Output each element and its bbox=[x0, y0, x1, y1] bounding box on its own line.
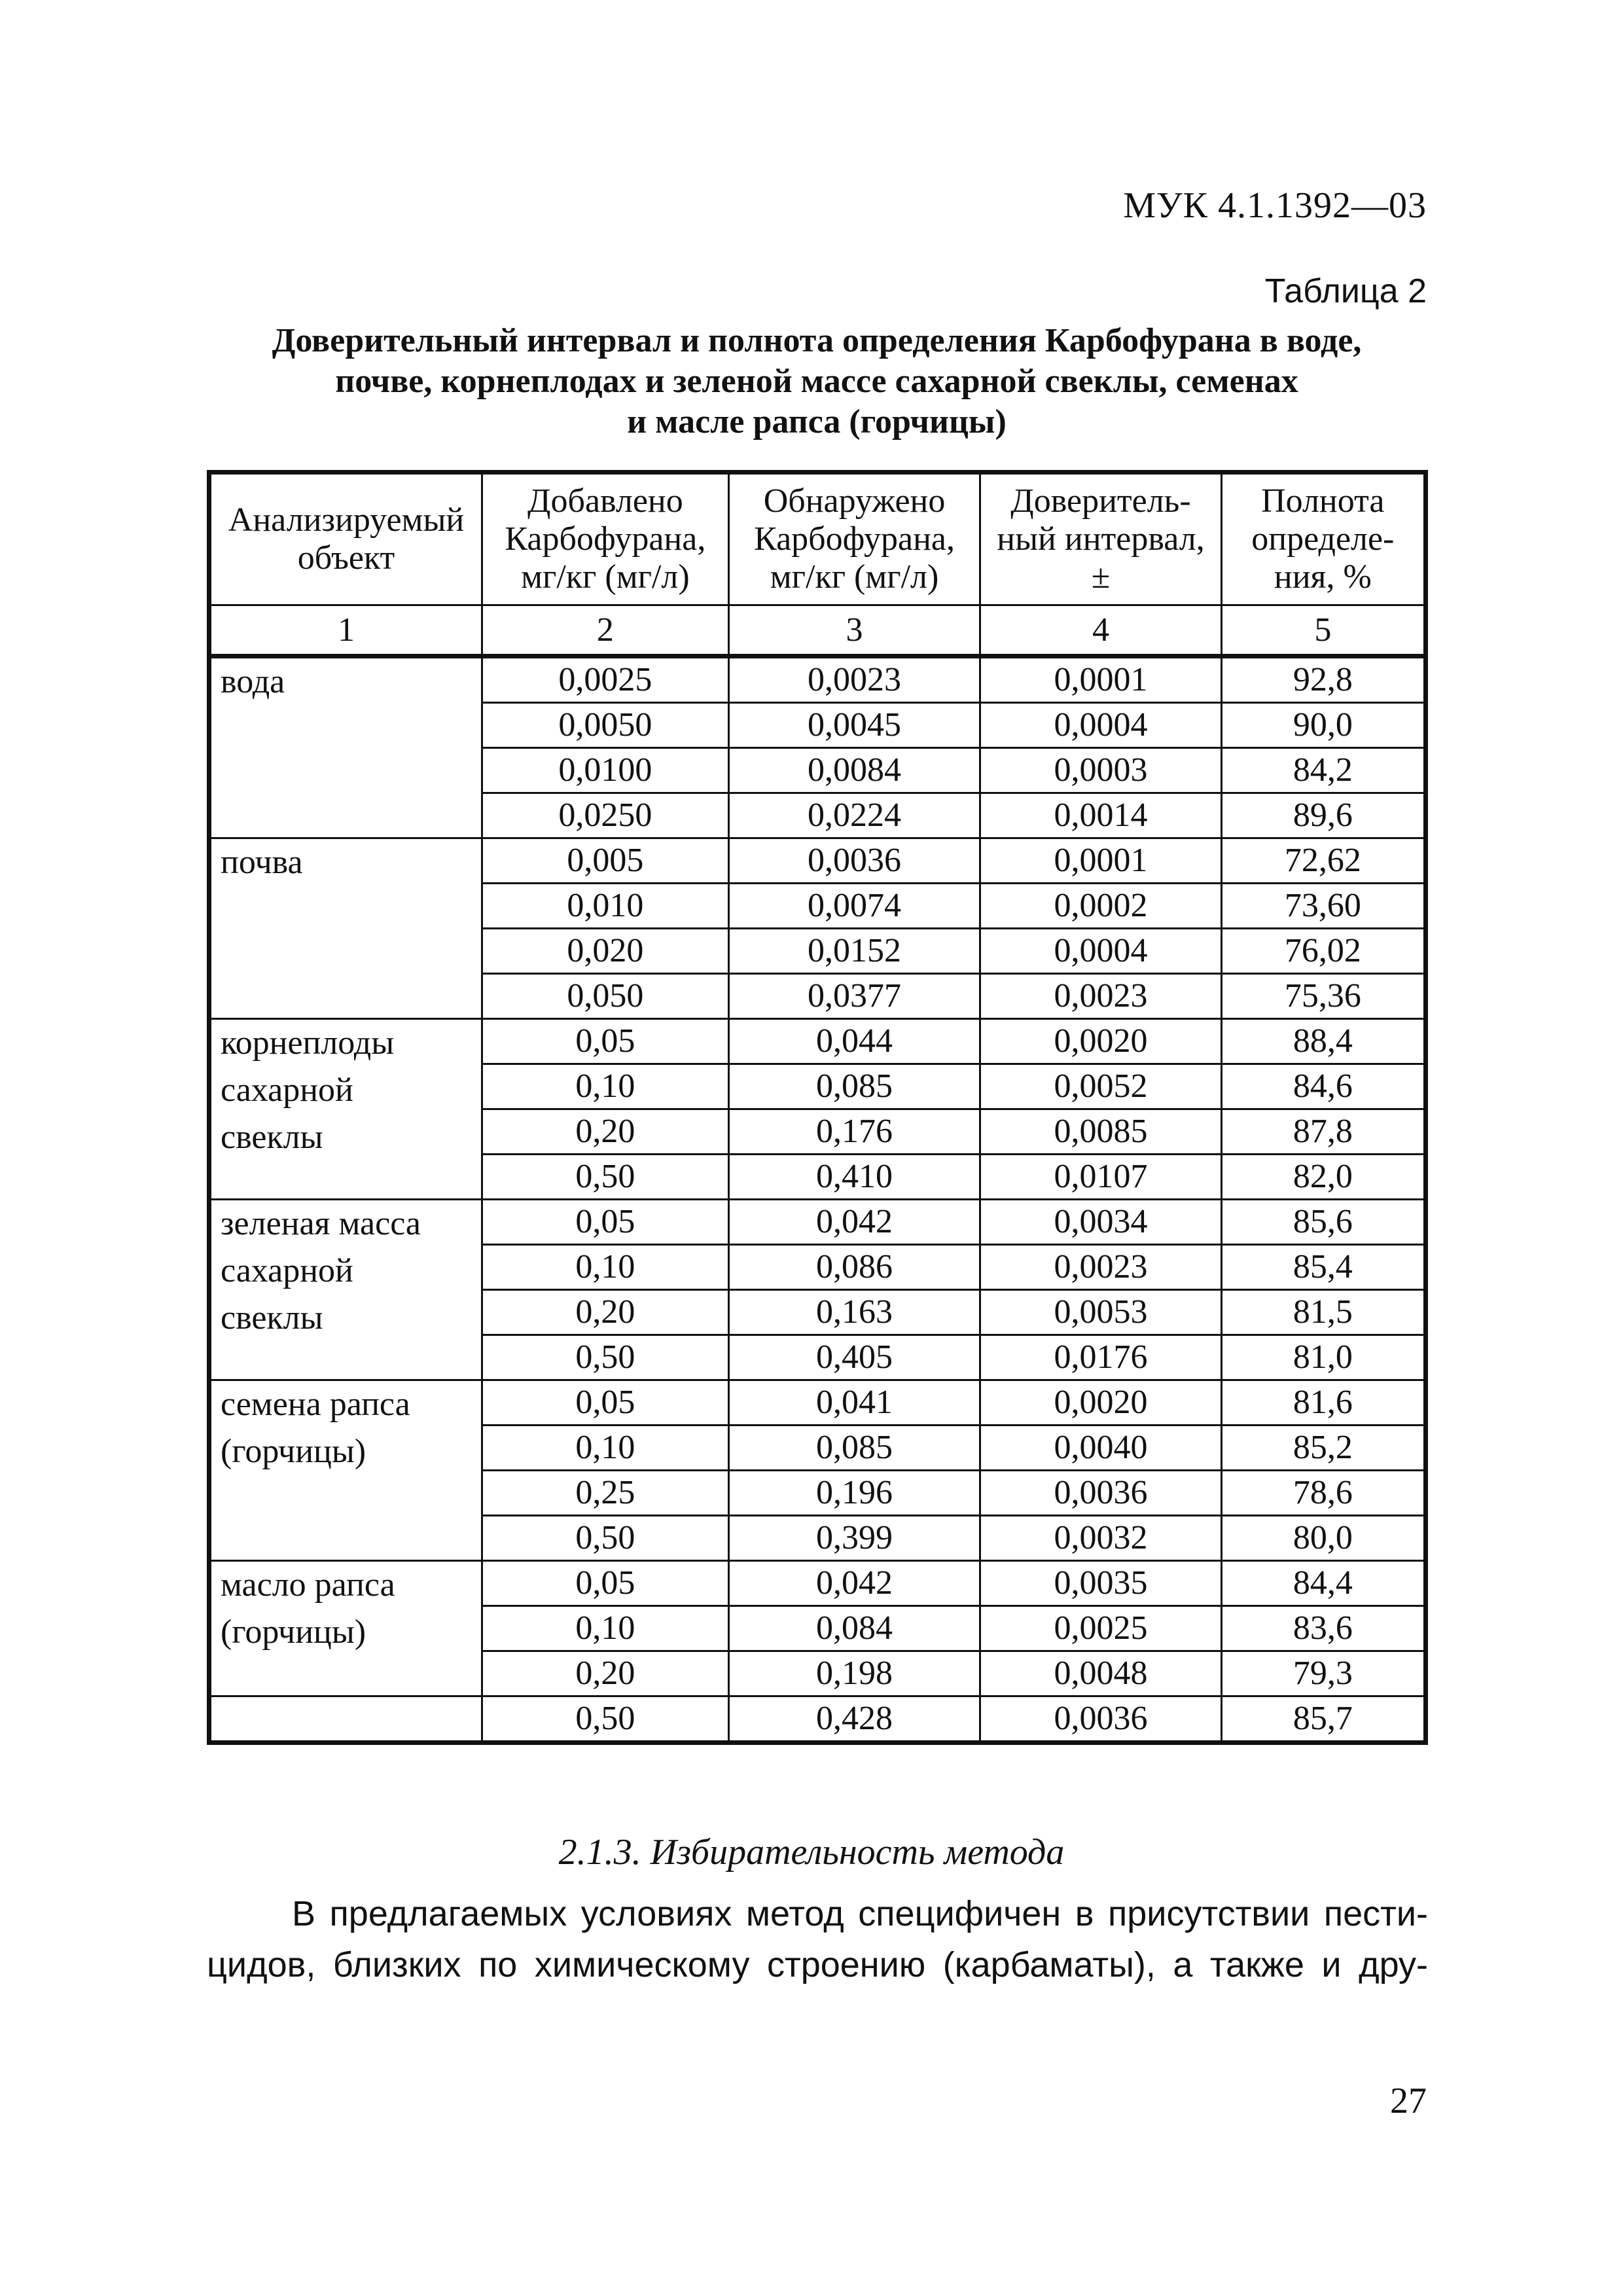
interval-value-cell: 0,0023 bbox=[980, 974, 1221, 1019]
results-table bbox=[207, 470, 1428, 1745]
object-name-line: свеклы bbox=[221, 1299, 323, 1336]
found-value-cell: 0,0152 bbox=[728, 929, 980, 974]
added-value-cell: 0,10 bbox=[482, 1606, 729, 1651]
added-value-cell: 0,0025 bbox=[482, 656, 729, 703]
added-value-cell: 0,005 bbox=[482, 838, 729, 884]
added-value-cell: 0,50 bbox=[482, 1696, 729, 1743]
object-name-line: (горчицы) bbox=[221, 1613, 366, 1651]
column-header-found: Обнаружено Карбофурана, мг/кг (мг/л) bbox=[728, 473, 980, 605]
interval-value-cell: 0,0032 bbox=[980, 1516, 1221, 1561]
recovery-value-cell: 75,36 bbox=[1221, 974, 1425, 1019]
found-value-cell: 0,428 bbox=[728, 1696, 980, 1743]
recovery-value-cell: 84,6 bbox=[1221, 1064, 1425, 1109]
table-row bbox=[209, 1561, 1426, 1606]
object-name-line: семена рапса bbox=[221, 1386, 410, 1423]
interval-value-cell: 0,0048 bbox=[980, 1651, 1221, 1696]
interval-value-cell: 0,0003 bbox=[980, 748, 1221, 793]
column-number: 3 bbox=[728, 605, 980, 656]
interval-value-cell: 0,0001 bbox=[980, 656, 1221, 703]
object-cell bbox=[209, 1696, 482, 1743]
recovery-value-cell: 73,60 bbox=[1221, 884, 1425, 929]
found-value-cell: 0,410 bbox=[728, 1155, 980, 1200]
interval-value-cell: 0,0107 bbox=[980, 1155, 1221, 1200]
interval-value-cell: 0,0036 bbox=[980, 1696, 1221, 1743]
found-value-cell: 0,176 bbox=[728, 1109, 980, 1155]
found-value-cell: 0,041 bbox=[728, 1380, 980, 1426]
interval-value-cell: 0,0034 bbox=[980, 1200, 1221, 1245]
added-value-cell: 0,10 bbox=[482, 1245, 729, 1290]
paragraph-line: В предлагаемых условиях метод специфичен в присутствии пести- bbox=[292, 1894, 1428, 1933]
table-label: Таблица 2 bbox=[1264, 272, 1427, 310]
added-value-cell: 0,50 bbox=[482, 1516, 729, 1561]
added-value-cell: 0,0100 bbox=[482, 748, 729, 793]
object-cell bbox=[209, 656, 482, 838]
table-row bbox=[209, 1696, 1426, 1743]
column-header-object: Анализируемый объект bbox=[209, 473, 482, 605]
added-value-cell: 0,10 bbox=[482, 1064, 729, 1109]
found-value-cell: 0,0023 bbox=[728, 656, 980, 703]
interval-value-cell: 0,0023 bbox=[980, 1245, 1221, 1290]
added-value-cell: 0,050 bbox=[482, 974, 729, 1019]
body-paragraph bbox=[207, 1888, 1428, 1990]
header-row bbox=[209, 473, 1426, 605]
found-value-cell: 0,0074 bbox=[728, 884, 980, 929]
added-value-cell: 0,10 bbox=[482, 1426, 729, 1471]
recovery-value-cell: 79,3 bbox=[1221, 1651, 1425, 1696]
object-name-line: зеленая масса bbox=[221, 1205, 421, 1242]
object-cell bbox=[209, 1019, 482, 1200]
interval-value-cell: 0,0036 bbox=[980, 1471, 1221, 1516]
recovery-value-cell: 92,8 bbox=[1221, 656, 1425, 703]
found-value-cell: 0,163 bbox=[728, 1290, 980, 1335]
document-code: МУК 4.1.1392—03 bbox=[1123, 185, 1427, 226]
column-header-interval: Доверитель- ный интервал, ± bbox=[980, 473, 1221, 605]
added-value-cell: 0,05 bbox=[482, 1019, 729, 1064]
column-header-recovery: Полнота определе- ния, % bbox=[1221, 473, 1425, 605]
found-value-cell: 0,085 bbox=[728, 1426, 980, 1471]
recovery-value-cell: 82,0 bbox=[1221, 1155, 1425, 1200]
added-value-cell: 0,0050 bbox=[482, 703, 729, 748]
object-cell bbox=[209, 838, 482, 1019]
recovery-value-cell: 80,0 bbox=[1221, 1516, 1425, 1561]
column-number: 4 bbox=[980, 605, 1221, 656]
found-value-cell: 0,0045 bbox=[728, 703, 980, 748]
recovery-value-cell: 84,4 bbox=[1221, 1561, 1425, 1606]
added-value-cell: 0,50 bbox=[482, 1335, 729, 1380]
found-value-cell: 0,042 bbox=[728, 1200, 980, 1245]
table-row bbox=[209, 1200, 1426, 1245]
recovery-value-cell: 83,6 bbox=[1221, 1606, 1425, 1651]
recovery-value-cell: 78,6 bbox=[1221, 1471, 1425, 1516]
object-name-line: сахарной bbox=[221, 1252, 353, 1289]
interval-value-cell: 0,0014 bbox=[980, 793, 1221, 838]
recovery-value-cell: 72,62 bbox=[1221, 838, 1425, 884]
recovery-value-cell: 89,6 bbox=[1221, 793, 1425, 838]
interval-value-cell: 0,0053 bbox=[980, 1290, 1221, 1335]
table-title-line: и масле рапса (горчицы) bbox=[627, 403, 1007, 440]
object-name-line: корнеплоды bbox=[221, 1024, 395, 1062]
section-heading: 2.1.3. Избирательность метода bbox=[558, 1832, 1065, 1873]
added-value-cell: 0,010 bbox=[482, 884, 729, 929]
interval-value-cell: 0,0085 bbox=[980, 1109, 1221, 1155]
table-row bbox=[209, 838, 1426, 884]
found-value-cell: 0,085 bbox=[728, 1064, 980, 1109]
found-value-cell: 0,198 bbox=[728, 1651, 980, 1696]
page-number: 27 bbox=[1390, 2081, 1427, 2121]
object-name-line: сахарной bbox=[221, 1071, 353, 1109]
table-row bbox=[209, 1019, 1426, 1064]
table-row bbox=[209, 1380, 1426, 1426]
found-value-cell: 0,399 bbox=[728, 1516, 980, 1561]
added-value-cell: 0,20 bbox=[482, 1651, 729, 1696]
found-value-cell: 0,086 bbox=[728, 1245, 980, 1290]
recovery-value-cell: 81,5 bbox=[1221, 1290, 1425, 1335]
found-value-cell: 0,084 bbox=[728, 1606, 980, 1651]
found-value-cell: 0,042 bbox=[728, 1561, 980, 1606]
table-title-line: почве, корнеплодах и зеленой массе сахарной свеклы, семенах bbox=[335, 363, 1298, 400]
found-value-cell: 0,405 bbox=[728, 1335, 980, 1380]
object-name-line: свеклы bbox=[221, 1119, 323, 1156]
object-cell bbox=[209, 1200, 482, 1380]
added-value-cell: 0,25 bbox=[482, 1471, 729, 1516]
found-value-cell: 0,0224 bbox=[728, 793, 980, 838]
added-value-cell: 0,020 bbox=[482, 929, 729, 974]
table-title-line: Доверительный интервал и полнота определения Карбофурана в воде, bbox=[272, 322, 1362, 359]
added-value-cell: 0,05 bbox=[482, 1380, 729, 1426]
object-cell bbox=[209, 1380, 482, 1561]
added-value-cell: 0,50 bbox=[482, 1155, 729, 1200]
interval-value-cell: 0,0001 bbox=[980, 838, 1221, 884]
found-value-cell: 0,0036 bbox=[728, 838, 980, 884]
found-value-cell: 0,0084 bbox=[728, 748, 980, 793]
added-value-cell: 0,05 bbox=[482, 1561, 729, 1606]
interval-value-cell: 0,0176 bbox=[980, 1335, 1221, 1380]
table-title bbox=[207, 321, 1427, 442]
interval-value-cell: 0,0035 bbox=[980, 1561, 1221, 1606]
recovery-value-cell: 81,6 bbox=[1221, 1380, 1425, 1426]
paragraph-line: цидов, близких по химическому строению (карбаматы), а также и дру- bbox=[207, 1945, 1428, 1984]
column-number: 1 bbox=[209, 605, 482, 656]
recovery-value-cell: 76,02 bbox=[1221, 929, 1425, 974]
column-number: 2 bbox=[482, 605, 729, 656]
table-body bbox=[209, 656, 1426, 1743]
column-header-added: Добавлено Карбофурана, мг/кг (мг/л) bbox=[482, 473, 729, 605]
added-value-cell: 0,0250 bbox=[482, 793, 729, 838]
added-value-cell: 0,05 bbox=[482, 1200, 729, 1245]
recovery-value-cell: 85,2 bbox=[1221, 1426, 1425, 1471]
found-value-cell: 0,0377 bbox=[728, 974, 980, 1019]
interval-value-cell: 0,0025 bbox=[980, 1606, 1221, 1651]
recovery-value-cell: 87,8 bbox=[1221, 1109, 1425, 1155]
column-number: 5 bbox=[1221, 605, 1425, 656]
interval-value-cell: 0,0002 bbox=[980, 884, 1221, 929]
interval-value-cell: 0,0040 bbox=[980, 1426, 1221, 1471]
recovery-value-cell: 85,4 bbox=[1221, 1245, 1425, 1290]
interval-value-cell: 0,0052 bbox=[980, 1064, 1221, 1109]
found-value-cell: 0,044 bbox=[728, 1019, 980, 1064]
recovery-value-cell: 81,0 bbox=[1221, 1335, 1425, 1380]
table-row bbox=[209, 656, 1426, 703]
interval-value-cell: 0,0020 bbox=[980, 1380, 1221, 1426]
added-value-cell: 0,20 bbox=[482, 1290, 729, 1335]
found-value-cell: 0,196 bbox=[728, 1471, 980, 1516]
object-name-line: вода bbox=[221, 663, 285, 700]
object-name-line: (горчицы) bbox=[221, 1433, 366, 1470]
recovery-value-cell: 84,2 bbox=[1221, 748, 1425, 793]
recovery-value-cell: 85,6 bbox=[1221, 1200, 1425, 1245]
object-cell bbox=[209, 1561, 482, 1696]
interval-value-cell: 0,0004 bbox=[980, 703, 1221, 748]
added-value-cell: 0,20 bbox=[482, 1109, 729, 1155]
object-name-line: почва bbox=[221, 844, 303, 881]
recovery-value-cell: 90,0 bbox=[1221, 703, 1425, 748]
column-number-row bbox=[209, 605, 1426, 656]
interval-value-cell: 0,0004 bbox=[980, 929, 1221, 974]
recovery-value-cell: 85,7 bbox=[1221, 1696, 1425, 1743]
object-name-line: масло рапса bbox=[221, 1566, 395, 1604]
recovery-value-cell: 88,4 bbox=[1221, 1019, 1425, 1064]
interval-value-cell: 0,0020 bbox=[980, 1019, 1221, 1064]
